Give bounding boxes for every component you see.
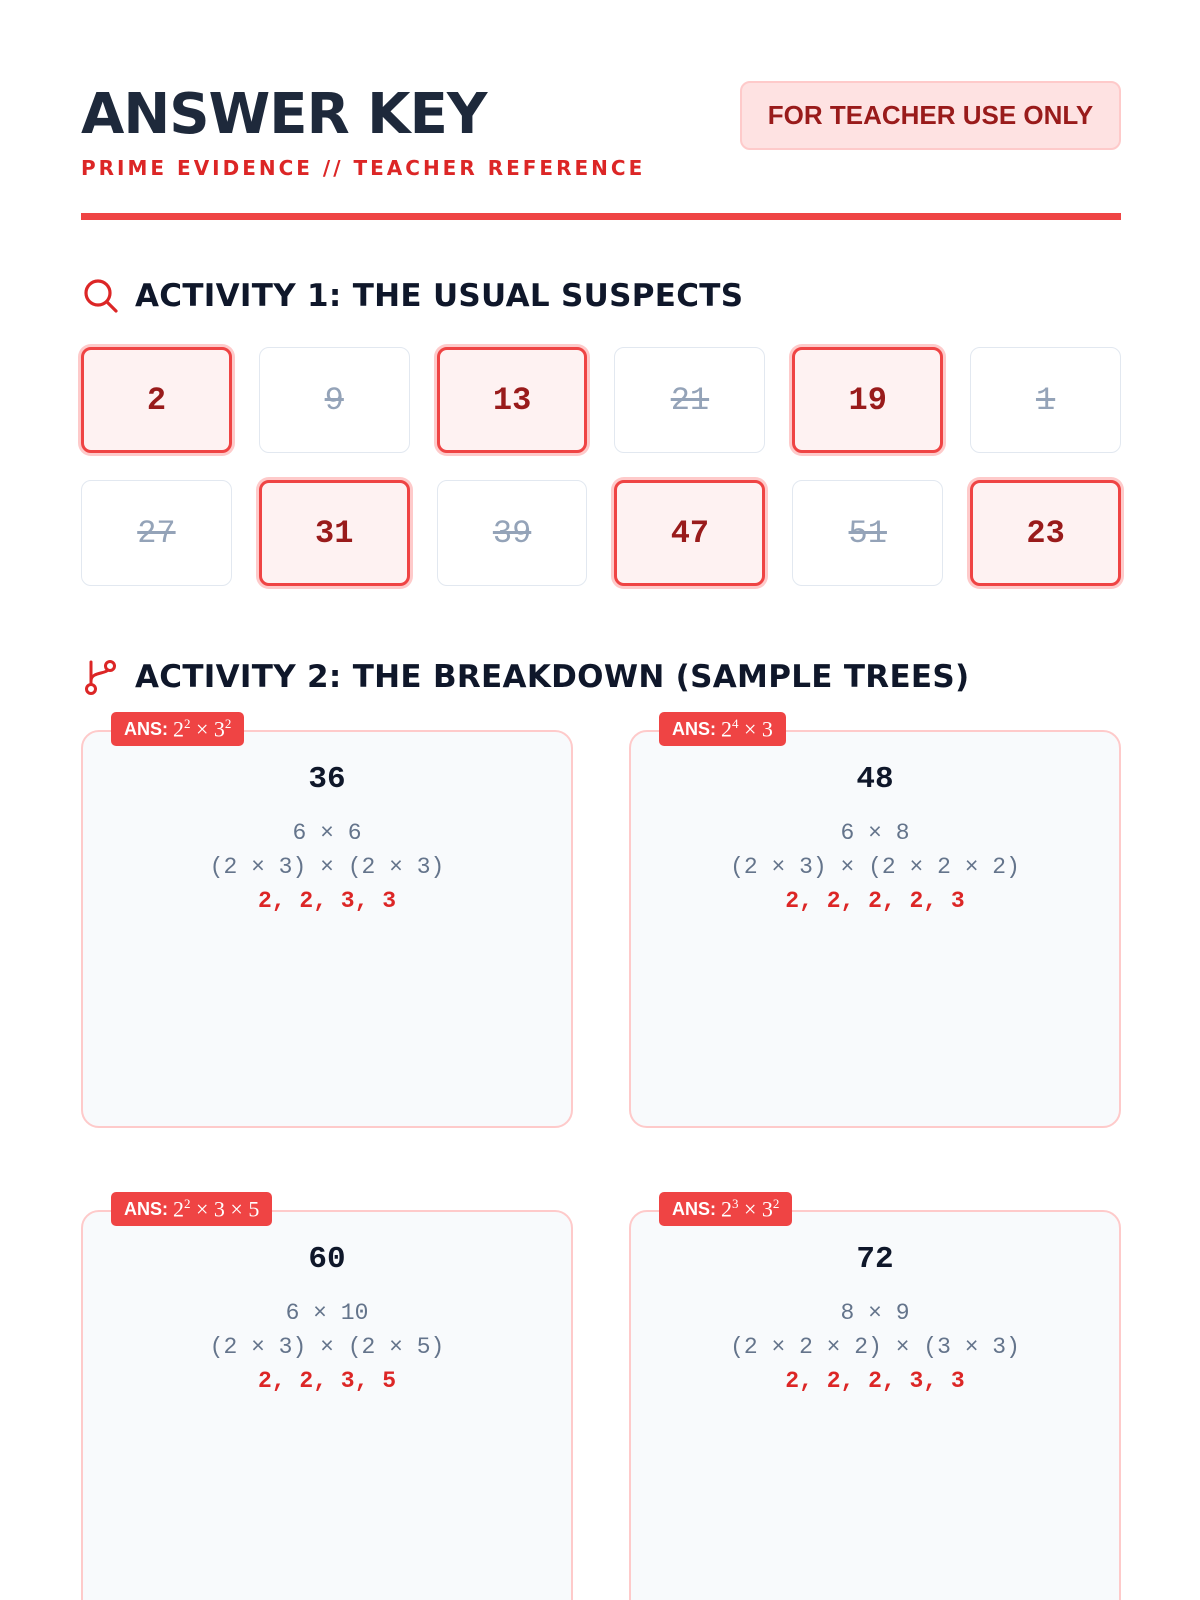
prime-number-cell: 47 bbox=[614, 480, 765, 586]
answer-expression bbox=[721, 1196, 779, 1222]
factor-tree-card bbox=[629, 715, 1121, 1128]
prime-number-cell: 19 bbox=[792, 347, 943, 453]
page-header bbox=[81, 80, 1121, 222]
prime-number-cell: 23 bbox=[970, 480, 1121, 586]
branch-icon bbox=[81, 657, 121, 697]
search-icon bbox=[81, 276, 121, 316]
tree-step-2: (2 × 3) × (2 × 5) bbox=[209, 1334, 445, 1360]
activity-2-title: ACTIVITY 2: THE BREAKDOWN (SAMPLE TREES) bbox=[135, 659, 970, 695]
answer-expression bbox=[721, 716, 773, 742]
tree-step-2: (2 × 2 × 2) × (3 × 3) bbox=[730, 1334, 1020, 1360]
prime-number-cell: 13 bbox=[437, 347, 588, 453]
non-prime-number-cell: 27 bbox=[81, 480, 232, 586]
factor-base: 2 bbox=[173, 716, 184, 742]
prime-number-cell: 2 bbox=[81, 347, 232, 453]
answer-label: ANS: bbox=[672, 1198, 716, 1219]
factor-tree-card bbox=[81, 715, 573, 1128]
tree-step-1: 6 × 8 bbox=[840, 820, 910, 846]
answer-badge bbox=[111, 1192, 272, 1226]
prime-number-cell: 31 bbox=[259, 480, 410, 586]
factor-exponent: 4 bbox=[732, 715, 739, 731]
factor-base: 5 bbox=[248, 1196, 260, 1222]
tree-prime-factors: 2, 2, 2, 3, 3 bbox=[785, 1368, 965, 1394]
activity-1-title: ACTIVITY 1: THE USUAL SUSPECTS bbox=[135, 278, 744, 314]
tree-step-1: 6 × 10 bbox=[285, 1300, 369, 1326]
answer-expression bbox=[173, 1196, 259, 1222]
non-prime-number-cell: 51 bbox=[792, 480, 943, 586]
answer-label: ANS: bbox=[124, 718, 168, 739]
activity-2-heading bbox=[81, 657, 970, 697]
page-subtitle: PRIME EVIDENCE // TEACHER REFERENCE bbox=[81, 156, 646, 180]
factor-base: 2 bbox=[173, 1196, 184, 1222]
page-title: ANSWER KEY bbox=[81, 82, 487, 147]
answer-label: ANS: bbox=[672, 718, 716, 739]
factor-base: 3 bbox=[213, 1196, 225, 1222]
tree-root-number: 60 bbox=[308, 1242, 346, 1277]
times-sign: × bbox=[224, 1196, 249, 1222]
times-sign: × bbox=[738, 716, 762, 742]
times-sign: × bbox=[190, 716, 214, 742]
factor-base: 2 bbox=[721, 1196, 732, 1222]
factor-exponent: 2 bbox=[184, 1195, 191, 1211]
tree-step-1: 8 × 9 bbox=[840, 1300, 910, 1326]
teacher-only-badge: FOR TEACHER USE ONLY bbox=[740, 81, 1121, 150]
answer-badge bbox=[111, 712, 244, 746]
tree-step-2: (2 × 3) × (2 × 2 × 2) bbox=[730, 854, 1020, 880]
times-sign: × bbox=[190, 1196, 214, 1222]
factor-base: 3 bbox=[761, 1196, 773, 1222]
factor-exponent: 2 bbox=[184, 715, 191, 731]
tree-prime-factors: 2, 2, 3, 5 bbox=[257, 1368, 397, 1394]
factor-tree-card bbox=[81, 1195, 573, 1600]
times-sign: × bbox=[738, 1196, 762, 1222]
answer-badge bbox=[659, 712, 786, 746]
non-prime-number-cell: 21 bbox=[614, 347, 765, 453]
header-divider bbox=[81, 213, 1121, 220]
activity-1-heading bbox=[81, 276, 743, 316]
answer-label: ANS: bbox=[124, 1198, 168, 1219]
factor-base: 2 bbox=[721, 716, 732, 742]
factor-exponent: 3 bbox=[732, 1195, 739, 1211]
non-prime-number-cell: 1 bbox=[970, 347, 1121, 453]
factor-exponent: 2 bbox=[772, 1195, 780, 1211]
factor-exponent: 2 bbox=[224, 715, 232, 731]
non-prime-number-cell: 9 bbox=[259, 347, 410, 453]
factor-tree-card bbox=[629, 1195, 1121, 1600]
tree-root-number: 72 bbox=[856, 1242, 894, 1277]
answer-expression bbox=[173, 716, 231, 742]
tree-step-1: 6 × 6 bbox=[292, 820, 362, 846]
factor-base: 3 bbox=[761, 716, 773, 742]
tree-root-number: 48 bbox=[856, 762, 894, 797]
factor-base: 3 bbox=[213, 716, 225, 742]
suspect-number-grid bbox=[81, 347, 1121, 586]
tree-root-number: 36 bbox=[308, 762, 346, 797]
answer-badge bbox=[659, 1192, 792, 1226]
tree-prime-factors: 2, 2, 3, 3 bbox=[257, 888, 397, 914]
tree-prime-factors: 2, 2, 2, 2, 3 bbox=[785, 888, 965, 914]
tree-step-2: (2 × 3) × (2 × 3) bbox=[209, 854, 445, 880]
non-prime-number-cell: 39 bbox=[437, 480, 588, 586]
